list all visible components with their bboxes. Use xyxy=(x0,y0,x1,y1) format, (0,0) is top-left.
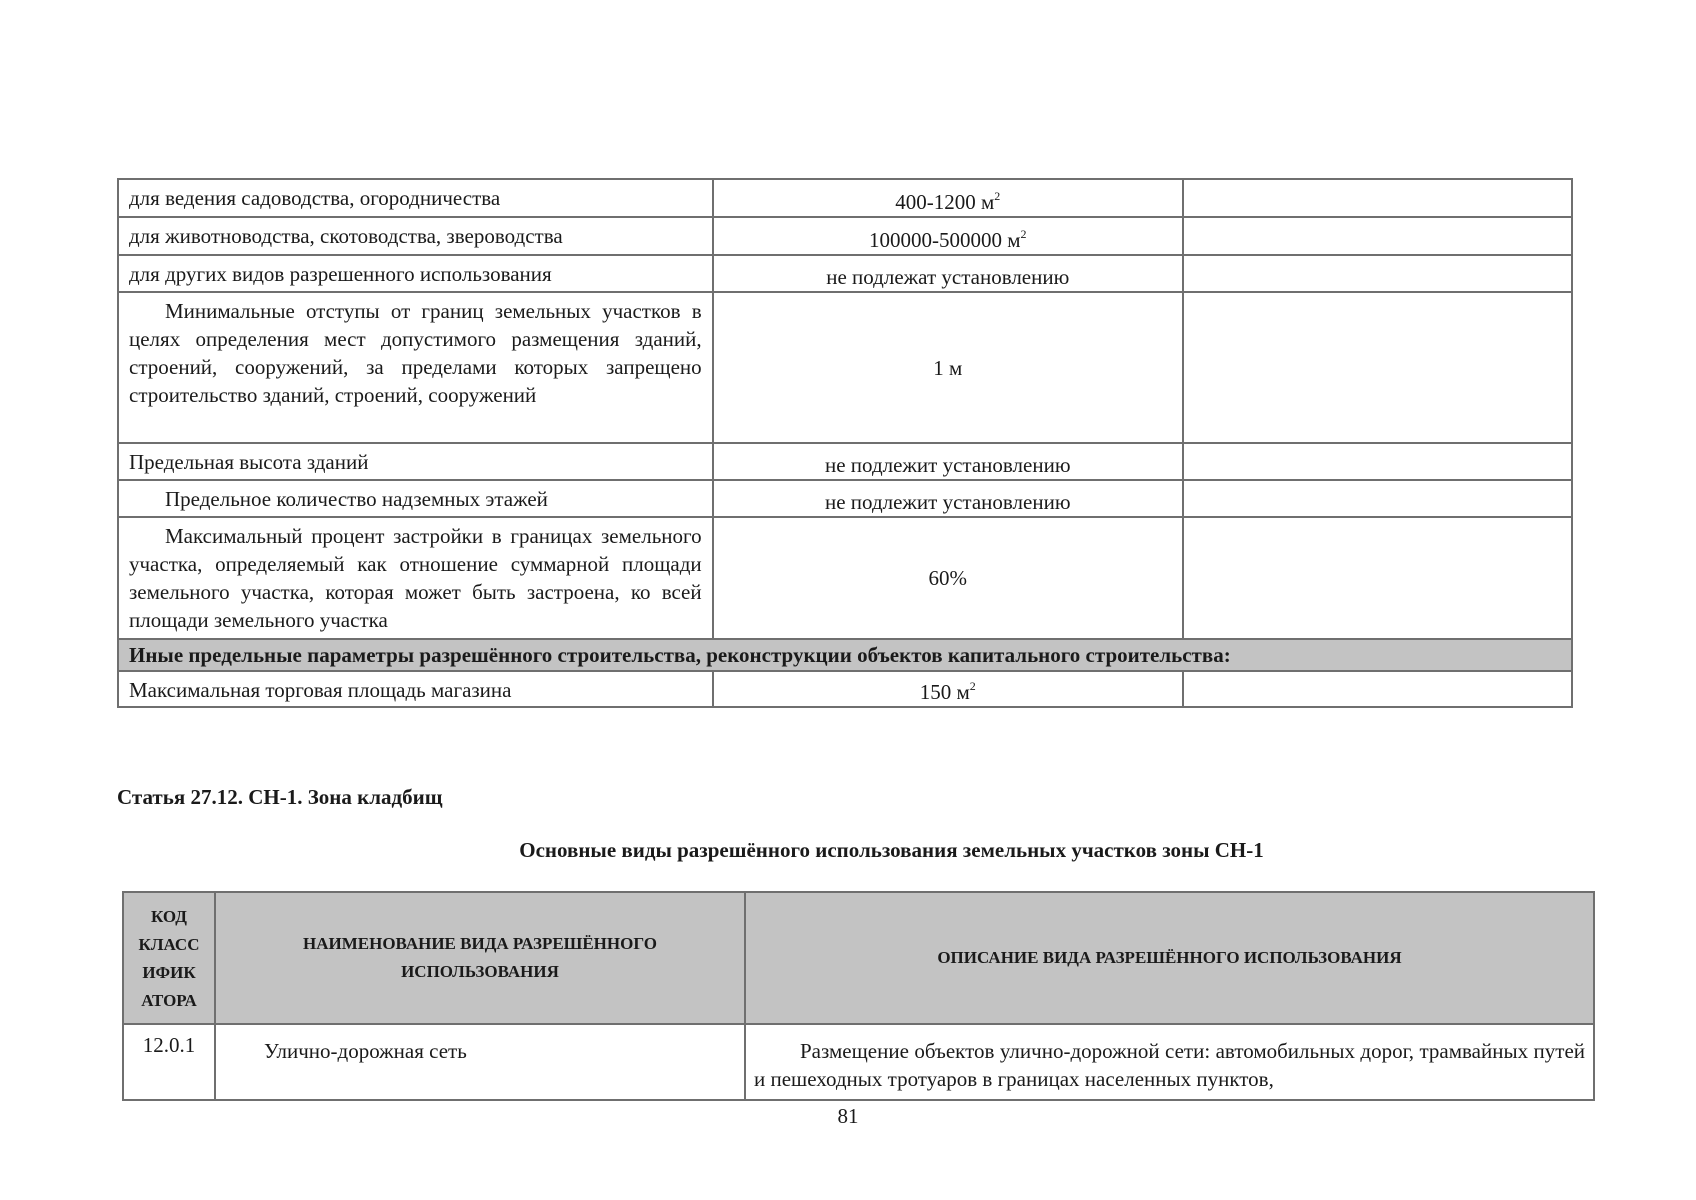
param-label: Максимальный процент застройки в границах земельного участка, определяемый как отношение суммарной площади земельного участка, которая может быть застроена, ко всей площади земельного участка xyxy=(118,517,713,639)
param-value: 150 $м^2$ xyxy=(713,671,1183,707)
param-value: не подлежит установлению xyxy=(713,480,1183,517)
param-row xyxy=(118,671,1572,707)
param-label: для ведения садоводства, огородничества xyxy=(118,179,713,217)
param-value: 60% xyxy=(713,517,1183,639)
param-label: Предельная высота зданий xyxy=(118,443,713,480)
param-label: для других видов разрешенного использования xyxy=(118,255,713,292)
uses-header-row xyxy=(123,892,1594,1024)
param-label: Предельное количество надземных этажей xyxy=(118,480,713,517)
param-row xyxy=(118,517,1572,639)
header-name: НАИМЕНОВАНИЕ ВИДА РАЗРЕШЁННОГО ИСПОЛЬЗОВАНИЯ xyxy=(215,892,745,1024)
param-row xyxy=(118,255,1572,292)
permitted-uses-table xyxy=(122,891,1595,1101)
param-label: Минимальные отступы от границ земельных участков в целях определения мест допустимого размещения зданий, строений, сооружений, за пределами которых запрещено строительство зданий, строений, сооружений xyxy=(118,292,713,443)
param-row xyxy=(118,480,1572,517)
param-value: 1 м xyxy=(713,292,1183,443)
param-row xyxy=(118,292,1572,443)
header-code: КОД КЛАСС ИФИК АТОРА xyxy=(123,892,215,1024)
param-label: для животноводства, скотоводства, звероводства xyxy=(118,217,713,255)
param-value: не подлежит установлению xyxy=(713,443,1183,480)
param-note xyxy=(1183,292,1572,443)
param-row xyxy=(118,179,1572,217)
zone-parameters-table xyxy=(117,178,1573,708)
section-header-row xyxy=(118,639,1572,671)
page-number: 81 xyxy=(837,1104,859,1128)
param-note xyxy=(1183,480,1572,517)
table-subtitle: Основные виды разрешённого использования земельных участков зоны СН-1 xyxy=(519,838,1264,862)
use-description: Размещение объектов улично-дорожной сети: автомобильных дорог, трамвайных путей и пешеходных тротуаров в границах населенных пунктов, xyxy=(745,1024,1594,1100)
header-description: ОПИСАНИЕ ВИДА РАЗРЕШЁННОГО ИСПОЛЬЗОВАНИЯ xyxy=(745,892,1594,1024)
param-note xyxy=(1183,443,1572,480)
param-value: 100000-500000 $м^2$ xyxy=(713,217,1183,255)
article-title: Статья 27.12. СН-1. Зона кладбищ xyxy=(117,785,443,809)
param-label: Максимальная торговая площадь магазина xyxy=(118,671,713,707)
param-note xyxy=(1183,217,1572,255)
param-note xyxy=(1183,671,1572,707)
section-header: Иные предельные параметры разрешённого строительства, реконструкции объектов капитального строительства: xyxy=(118,639,1572,671)
param-row xyxy=(118,217,1572,255)
use-code: 12.0.1 xyxy=(123,1024,215,1100)
param-value: не подлежат установлению xyxy=(713,255,1183,292)
param-note xyxy=(1183,179,1572,217)
uses-row xyxy=(123,1024,1594,1100)
param-value: 400-1200 $м^2$ xyxy=(713,179,1183,217)
param-note xyxy=(1183,255,1572,292)
param-row xyxy=(118,443,1572,480)
use-name: Улично-дорожная сеть xyxy=(215,1024,745,1100)
param-note xyxy=(1183,517,1572,639)
